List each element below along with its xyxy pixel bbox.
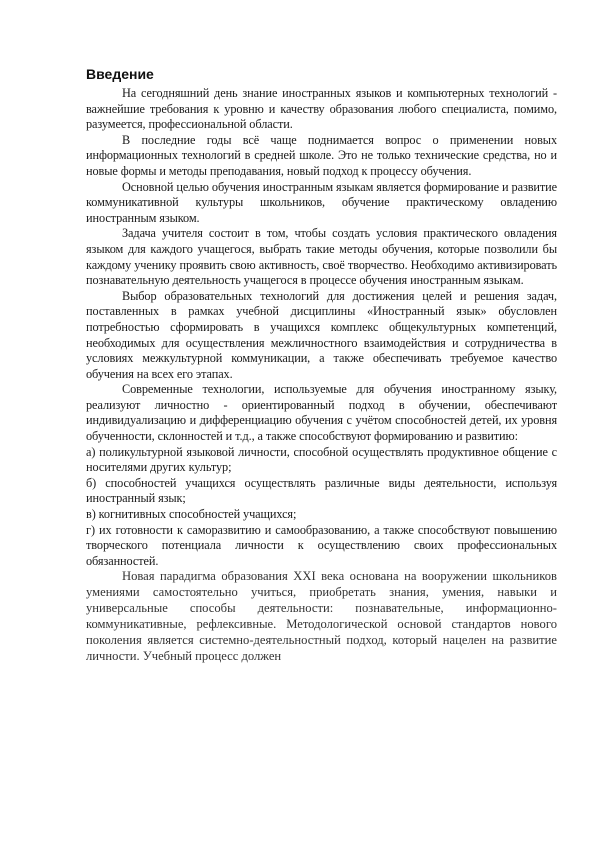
paragraph: Выбор образовательных технологий для достижения целей и решения задач, поставленных в рамках учебной дисциплины «Иностранный язык» обусловлен потребностью сформировать в учащихся комплекс общекультурных компетенций, необходимых для осуществления межличностного взаимодействия и сотрудничества в условиях межкультурной коммуникации, а также обеспечивать требуемое качество обучения на всех его этапах. (86, 288, 557, 381)
paragraph: Основной целью обучения иностранным языкам является формирование и развитие коммуникативной культуры школьников, обучение практическому овладению иностранным языком. (86, 179, 557, 225)
paragraph: На сегодняшний день знание иностранных языков и компьютерных технологий - важнейшие требования к уровню и качеству образования любого специалиста, помимо, разумеется, профессиональной области. (86, 86, 557, 132)
list-item: г) их готовности к саморазвитию и самообразованию, а также способствуют повышению творческого потенциала личности к осуществлению своих профессиональных обязанностей. (86, 522, 557, 568)
paragraph: Новая парадигма образования XXI века основана на вооружении школьников умениями самостоятельно учиться, приобретать знания, умения, навыки и универсальные способы деятельности: познавательные, информационно-коммуникативные, рефлексивные. Методологической основой стандартов нового поколения является системно-деятельностный подход, который нацелен на развитие личности. Учебный процесс должен (86, 569, 557, 663)
page-title: Введение (86, 66, 154, 82)
list-item: б) способностей учащихся осуществлять различные виды деятельности, используя иностранный язык; (86, 475, 557, 506)
paragraph: В последние годы всё чаще поднимается вопрос о применении новых информационных технологий в средней школе. Это не только технические средства, но и новые формы и методы преподавания, новый подход к процессу обучения. (86, 132, 557, 178)
list-item: в) когнитивных способностей учащихся; (86, 507, 297, 522)
list-item: а) поликультурной языковой личности, способной осуществлять продуктивное общение с носителями других культур; (86, 444, 557, 475)
paragraph: Современные технологии, используемые для обучения иностранному языку, реализуют личностно - ориентированный подход в обучении, обеспечивают индивидуализацию и дифференциацию обучения с учётом способностей детей, их уровня обученности, склонностей и т.д., а также способствуют формированию и развитию: (86, 382, 557, 444)
paragraph: Задача учителя состоит в том, чтобы создать условия практического овладения языком для каждого учащегося, выбрать такие методы обучения, которые позволили бы каждому ученику проявить свою активность, своё творчество. Необходимо активизировать познавательную деятельность учащегося в процессе обучения иностранным языкам. (86, 226, 557, 288)
